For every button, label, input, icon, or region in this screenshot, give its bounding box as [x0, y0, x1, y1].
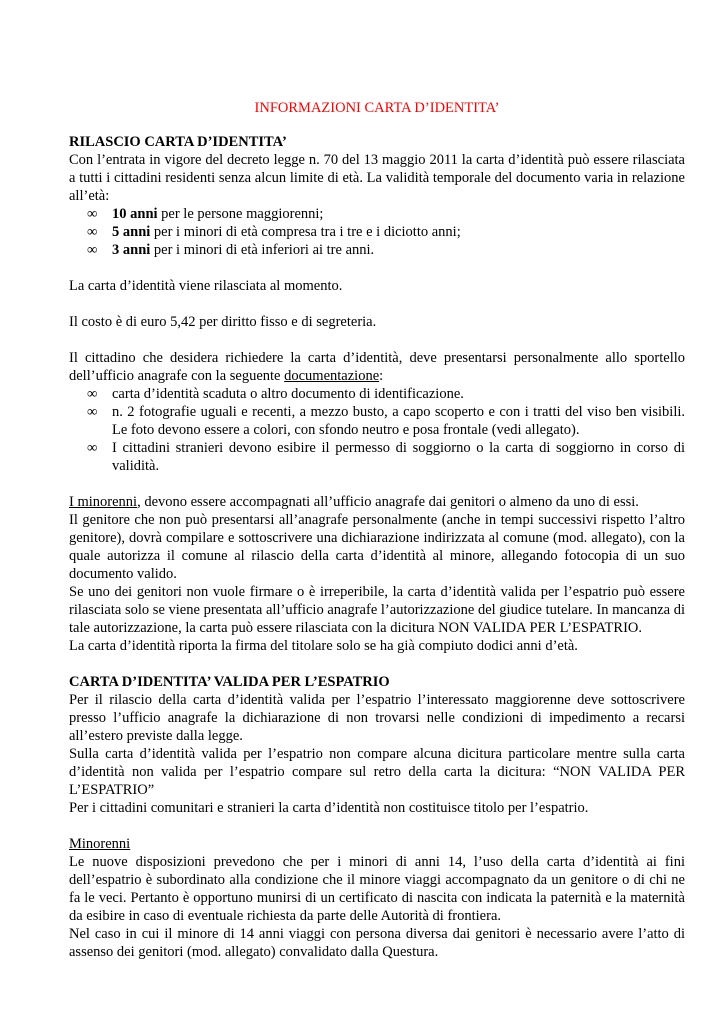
subheading-minorenni: Minorenni: [69, 836, 131, 852]
rilascio-cost: Il costo è di euro 5,42 per diritto fisso e di segreteria.: [69, 314, 377, 330]
list-item: ∞ 5 anni per i minori di età compresa tra i tre e i diciotto anni;: [87, 224, 461, 240]
espatrio-paragraph-3: Per i cittadini comunitari e stranieri la carta d’identità non costituisce titolo per l’espatrio.: [69, 800, 589, 816]
document-page: [69, 99, 685, 961]
page-title: INFORMAZIONI CARTA D’IDENTITA’: [254, 100, 500, 116]
bullet-icon: ∞: [87, 386, 98, 402]
list-item: ∞ I cittadini stranieri devono esibire il permesso di soggiorno o la carta di soggiorno in corso di validità.: [87, 440, 685, 474]
minors-parent-paragraph: Il genitore che non può presentarsi all’anagrafe personalmente (anche in tempi successivi rispetto l’altro genitore), dovrà compilare e sottoscrivere una dichiarazione indirizzata al comune (mod. allegato), con la quale autorizza il comune al rilascio della carta d’identità al minore, allegando fotocopia di un suo documento valido.: [69, 512, 685, 582]
bullet-icon: ∞: [87, 440, 98, 456]
minors-paragraph: I minorenni, devono essere accompagnati all’ufficio anagrafe dai genitori o almeno da uno di essi.: [69, 494, 639, 510]
section-heading-rilascio: RILASCIO CARTA D’IDENTITA’: [69, 134, 287, 150]
validity-list: [69, 205, 685, 259]
list-item: ∞ 10 anni per le persone maggiorenni;: [87, 206, 324, 222]
minors-guardian-paragraph: Se uno dei genitori non vuole firmare o è irreperibile, la carta d’identità valida per l’espatrio può essere rilasciata solo se viene presentata all’ufficio anagrafe l’autorizzazione del giudice tutelare. In mancanza di tale autorizzazione, la carta può essere rilasciata con la dicitura NON VALIDA PER L’ESPATRIO.: [69, 584, 685, 636]
bullet-icon: ∞: [87, 404, 98, 420]
documents-list: [69, 385, 685, 475]
espatrio-paragraph-1: Per il rilascio della carta d’identità valida per l’espatrio l’interessato maggiorenne deve sottoscrivere presso l’ufficio anagrafe la dichiarazione di non trovarsi nelle condizioni di impedimento a recarsi all’estero previste dalla legge.: [69, 692, 685, 744]
bullet-icon: ∞: [87, 224, 98, 240]
section-heading-espatrio: CARTA D’IDENTITA’ VALIDA PER L’ESPATRIO: [69, 674, 390, 690]
bullet-icon: ∞: [87, 242, 98, 258]
minors-signature-paragraph: La carta d’identità riporta la firma del titolare solo se ha già compiuto dodici anni d’età.: [69, 638, 578, 654]
rilascio-intro: Con l’entrata in vigore del decreto legge n. 70 del 13 maggio 2011 la carta d’identità può essere rilasciata a tutti i cittadini residenti senza alcun limite di età. La validità temporale del documento varia in relazione all’età:: [69, 152, 685, 204]
espatrio-paragraph-5: Nel caso in cui il minore di 14 anni viaggi con persona diversa dai genitori è necessario avere l’atto di assenso dei genitori (mod. allegato) convalidato dalla Questura.: [69, 926, 685, 960]
rilascio-immediate: La carta d’identità viene rilasciata al momento.: [69, 278, 343, 294]
list-item: ∞ carta d’identità scaduta o altro documento di identificazione.: [87, 386, 464, 402]
documents-intro: Il cittadino che desidera richiedere la carta d’identità, deve presentarsi personalmente allo sportello dell’ufficio anagrafe con la seguente documentazione:: [69, 350, 685, 384]
list-item: ∞ n. 2 fotografie uguali e recenti, a mezzo busto, a capo scoperto e con i tratti del viso ben visibili. Le foto devono essere a colori, con sfondo neutro e posa frontale (vedi allegato).: [87, 404, 685, 438]
espatrio-paragraph-4: Le nuove disposizioni prevedono che per i minori di anni 14, l’uso della carta d’identità ai fini dell’espatrio è subordinato alla condizione che il minore viaggi accompagnato da un genitore o di chi ne fa le veci. Pertanto è opportuno munirsi di un certificato di nascita con indicata la paternità e la maternità da esibire in caso di eventuale richiesta da parte delle Autorità di frontiera.: [69, 854, 685, 924]
list-item: ∞ 3 anni per i minori di età inferiori ai tre anni.: [87, 242, 375, 258]
espatrio-paragraph-2: Sulla carta d’identità valida per l’espatrio non compare alcuna dicitura particolare mentre sulla carta d’identità non valida per l’espatrio compare sul retro della carta la dicitura: “NON VALIDA PER L’ESPATRIO”: [69, 746, 685, 798]
bullet-icon: ∞: [87, 206, 98, 222]
